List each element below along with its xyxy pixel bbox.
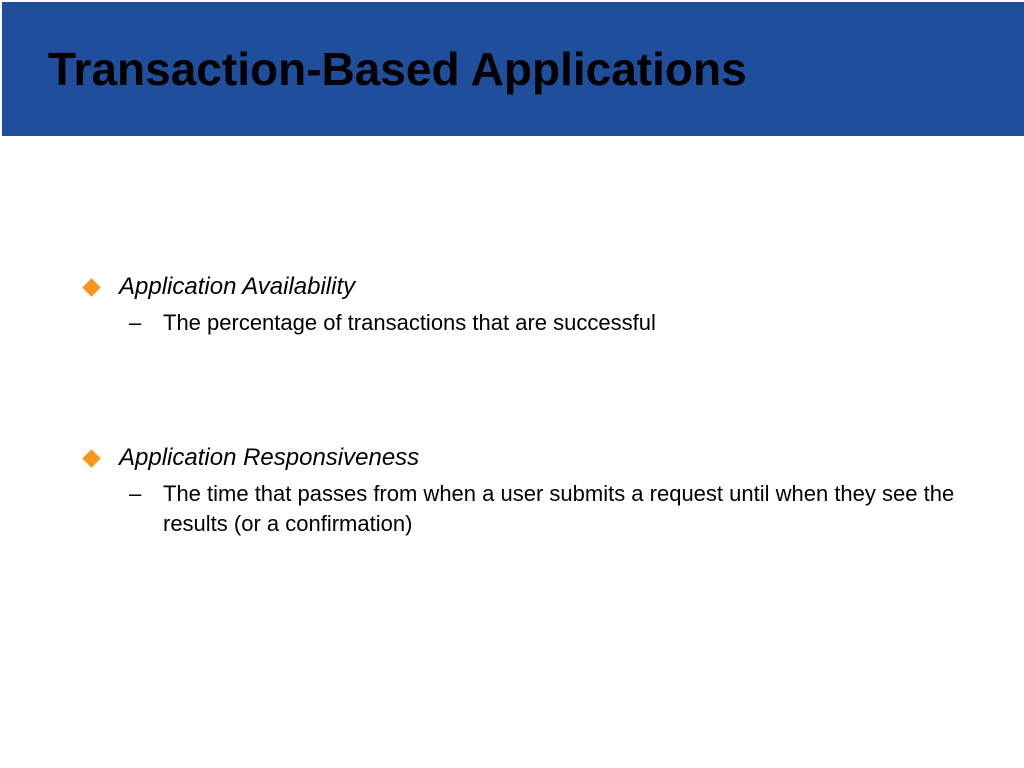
- dash-bullet-icon: –: [129, 310, 142, 335]
- bullet-item: [82, 272, 982, 338]
- bullet-item: [82, 443, 982, 539]
- bullet-row: [82, 443, 982, 473]
- slide-title: Transaction-Based Applications: [48, 43, 747, 95]
- diamond-bullet-icon: [82, 278, 100, 296]
- sub-bullet: [129, 479, 982, 539]
- sub-bullet-text: The time that passes from when a user submits a request until when they see the results (or a confirmation): [163, 481, 955, 536]
- sub-bullet: [129, 308, 982, 338]
- diamond-bullet-icon: [82, 449, 100, 467]
- bullet-label: Application Availability: [119, 273, 356, 300]
- sub-bullet-text: The percentage of transactions that are successful: [163, 310, 656, 335]
- bullet-row: [82, 272, 982, 302]
- dash-bullet-icon: –: [129, 481, 142, 506]
- bullet-label: Application Responsiveness: [119, 444, 420, 471]
